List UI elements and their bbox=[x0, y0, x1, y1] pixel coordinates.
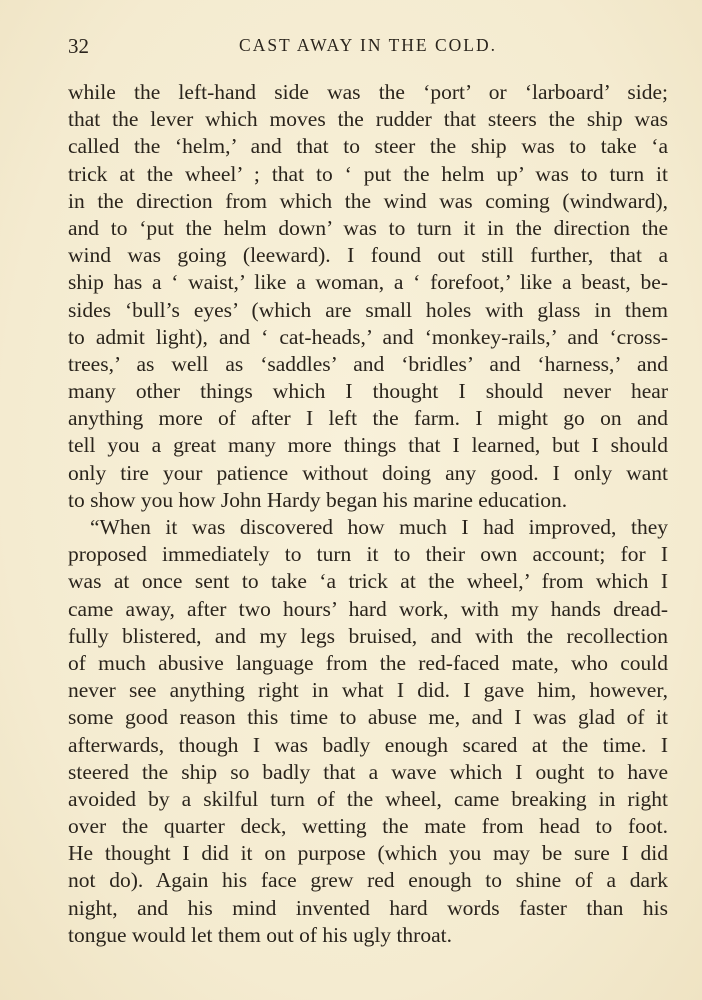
text-line: to admit light), and ‘ cat-heads,’ and ‘monkey-rails,’ and ‘cross- bbox=[68, 324, 668, 349]
text-line: and to ‘put the helm down’ was to turn it in the direction the bbox=[68, 215, 668, 240]
running-title: CAST AWAY IN THE COLD. bbox=[239, 35, 497, 55]
text-line: over the quarter deck, wetting the mate from head to foot. bbox=[68, 814, 668, 839]
text-line: trees,’ as well as ‘saddles’ and ‘bridles’ and ‘harness,’ and bbox=[68, 351, 668, 376]
text-line: of much abusive language from the red-faced mate, who could bbox=[68, 650, 668, 675]
text-line: steered the ship so badly that a wave which I ought to have bbox=[68, 759, 668, 784]
text-line: many other things which I thought I should never hear bbox=[68, 379, 668, 404]
text-line: was at once sent to take ‘a trick at the wheel,’ from which I bbox=[68, 569, 668, 594]
text-line: to show you how John Hardy began his marine education. bbox=[68, 487, 568, 512]
text-line: night, and his mind invented hard words faster than his bbox=[68, 895, 668, 920]
text-line: fully blistered, and my legs bruised, and with the recollection bbox=[68, 623, 668, 648]
running-head bbox=[68, 34, 668, 60]
text-line: in the direction from which the wind was coming (windward), bbox=[68, 188, 668, 213]
text-line: some good reason this time to abuse me, and I was glad of it bbox=[68, 705, 668, 730]
text-line: ship has a ‘ waist,’ like a woman, a ‘ forefoot,’ like a beast, be- bbox=[68, 270, 668, 295]
text-line: came away, after two hours’ hard work, with my hands dread- bbox=[68, 596, 668, 621]
text-line: only tire your patience without doing any good. I only want bbox=[68, 460, 668, 485]
text-line: not do). Again his face grew red enough to shine of a dark bbox=[68, 868, 668, 893]
text-line: wind was going (leeward). I found out still further, that a bbox=[68, 243, 668, 268]
text-line: trick at the wheel’ ; that to ‘ put the helm up’ was to turn it bbox=[68, 161, 668, 186]
text-line: never see anything right in what I did. I gave him, however, bbox=[68, 678, 668, 703]
text-line: avoided by a skilful turn of the wheel, came breaking in right bbox=[68, 786, 668, 811]
text-line: “When it was discovered how much I had improved, they bbox=[90, 515, 668, 539]
text-line: sides ‘bull’s eyes’ (which are small holes with glass in them bbox=[68, 297, 668, 322]
text-line: while the left-hand side was the ‘port’ or ‘larboard’ side; bbox=[68, 80, 668, 104]
body-text bbox=[68, 79, 668, 949]
text-line: afterwards, though I was badly enough scared at the time. I bbox=[68, 732, 668, 757]
text-line: tongue would let them out of his ugly throat. bbox=[68, 922, 452, 947]
text-line: anything more of after I left the farm. I might go on and bbox=[68, 406, 668, 431]
text-line: called the ‘helm,’ and that to steer the ship was to take ‘a bbox=[68, 134, 668, 159]
text-line: tell you a great many more things that I learned, but I should bbox=[68, 433, 668, 458]
text-line: He thought I did it on purpose (which you may be sure I did bbox=[68, 841, 668, 866]
text-line: that the lever which moves the rudder that steers the ship was bbox=[68, 107, 668, 132]
page-number: 32 bbox=[68, 34, 89, 58]
text-line: proposed immediately to turn it to their own account; for I bbox=[68, 542, 668, 567]
